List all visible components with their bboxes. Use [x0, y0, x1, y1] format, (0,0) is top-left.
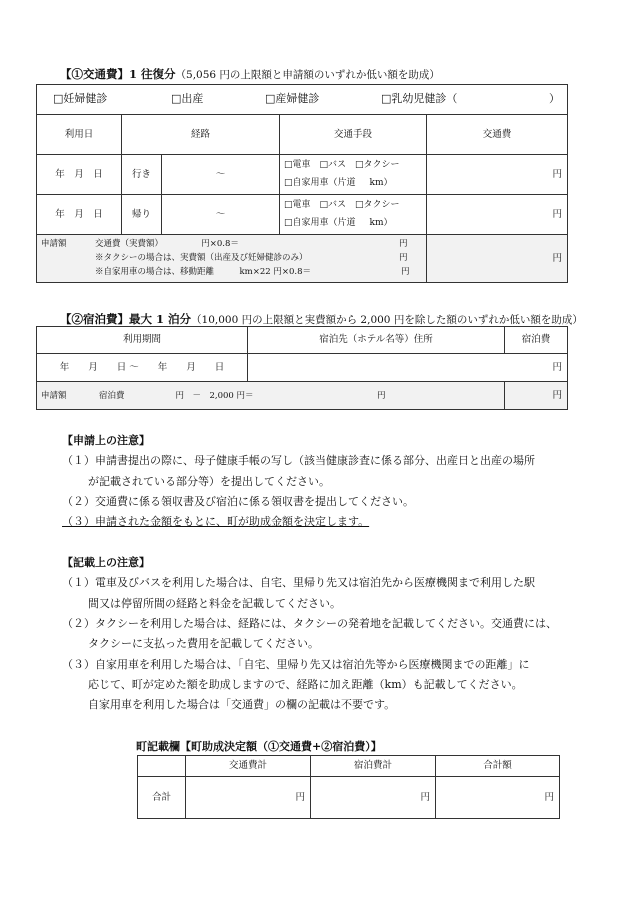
checkbox-infant-close: ） — [549, 92, 560, 105]
outbound-fare[interactable]: 円 — [427, 155, 568, 195]
application-notes — [62, 431, 582, 533]
col-lodging-address: 宿泊先（ホテル名等）住所 — [248, 327, 505, 354]
transport-heading: 【①交通費】1 往復分（5,056 円の上限額と申請額のいずれか低い額を助成） — [60, 67, 440, 81]
lodging-cost[interactable]: 円 — [248, 354, 568, 382]
outbound-date[interactable]: 年 月 日 — [37, 155, 122, 195]
checkbox-birth[interactable]: □出産 — [171, 92, 204, 105]
claim-line-taxi-yen: 円 — [399, 253, 408, 263]
application-note-2: （２）交通費に係る領収書及び宿泊に係る領収書を提出してください。 — [62, 495, 414, 509]
town-row-label: 合計 — [138, 777, 186, 819]
application-notes-title: 【申請上の注意】 — [62, 434, 150, 447]
return-route[interactable]: ～ — [162, 195, 280, 235]
lodging-claim-formula: 宿泊費 円 － 2,000 円＝ — [99, 391, 254, 401]
return-fare[interactable]: 円 — [427, 195, 568, 235]
entry-note-1: （１）電車及びバスを利用した場合は、自宅、里帰り先又は宿泊先から医療機関まで利用した駅 間又は停留所間の経路と料金を記載してください。 — [62, 576, 535, 610]
claim-line-actual: 交通費（実費額） 円×0.8＝ — [95, 239, 239, 249]
return-date[interactable]: 年 月 日 — [37, 195, 122, 235]
entry-note-2: （２）タクシーを利用した場合は、経路には、タクシーの発着地を記載してください。交通費には、 タクシーに支払った費用を記載してください。 — [62, 617, 557, 651]
outbound-label: 行き — [122, 155, 162, 195]
claim-line-car-yen: 円 — [401, 267, 410, 277]
return-mode[interactable]: □電車 □バス □タクシー □自家用車（片道 km） — [280, 195, 427, 235]
checkbox-infant[interactable]: □乳幼児健診（ — [381, 92, 458, 105]
return-label: 帰り — [122, 195, 162, 235]
application-note-1: （１）申請書提出の際に、母子健康手帳の写し（該当健康診査に係る部分、出産日と出産の場所 が記載されている部分等）を提出してください。 — [62, 454, 535, 488]
application-note-3: （３）申請された金額をもとに、町が助成金額を決定します。 — [62, 515, 370, 529]
transport-claim-total[interactable]: 円 — [427, 235, 568, 283]
claim-line-car: ※自家用車の場合は、移動距離 km×22 円×0.8＝ — [95, 267, 311, 277]
entry-notes — [62, 553, 582, 716]
transport-claim-label: 申請額 — [41, 239, 67, 249]
col-lodging-total: 宿泊費計 — [311, 756, 436, 777]
outbound-mode[interactable]: □電車 □バス □タクシー □自家用車（片道 km） — [280, 155, 427, 195]
outbound-route[interactable]: ～ — [162, 155, 280, 195]
lodging-claim-total[interactable]: 円 — [505, 382, 568, 410]
transport-table — [36, 84, 568, 283]
col-lodging-cost: 宿泊費 — [505, 327, 568, 354]
town-table — [137, 755, 560, 819]
col-period: 利用期間 — [37, 327, 248, 354]
checkbox-prenatal[interactable]: □妊婦健診 — [53, 92, 108, 105]
checkbox-postpartum[interactable]: □産婦健診 — [265, 92, 320, 105]
town-grand-total[interactable]: 円 — [436, 777, 560, 819]
town-corner — [138, 756, 186, 777]
town-lodging-total[interactable]: 円 — [311, 777, 436, 819]
town-transport-total[interactable]: 円 — [186, 777, 311, 819]
lodging-heading: 【②宿泊費】最大 1 泊分（10,000 円の上限額と実費額から 2,000 円を除した額のいずれか低い額を助成） — [60, 312, 583, 326]
col-grand-total: 合計額 — [436, 756, 560, 777]
lodging-claim-label: 申請額 — [41, 391, 67, 401]
transport-claim-cell — [37, 235, 427, 283]
lodging-table — [36, 326, 568, 410]
lodging-claim-cell — [37, 382, 505, 410]
entry-notes-title: 【記載上の注意】 — [62, 556, 150, 569]
claim-line-taxi: ※タクシーの場合は、実費額（出産及び妊婦健診のみ） — [95, 253, 308, 263]
claim-line-actual-yen: 円 — [399, 239, 408, 249]
col-date: 利用日 — [37, 115, 122, 155]
checkup-type-row — [37, 85, 568, 115]
stay-period[interactable]: 年 月 日 ～ 年 月 日 — [37, 354, 248, 382]
col-route: 経路 — [122, 115, 280, 155]
entry-note-3: （３）自家用車を利用した場合は、「自宅、里帰り先又は宿泊先等から医療機関までの距離」に 応じて、町が定めた額を助成しますので、経路に加え距離（km）も記載してください。 自家用車を利用した場合は「交通費」の欄の記載は不要です。 — [62, 657, 530, 712]
col-mode: 交通手段 — [280, 115, 427, 155]
col-transport-total: 交通費計 — [186, 756, 311, 777]
town-heading: 町記載欄【町助成決定額（①交通費+②宿泊費）】 — [136, 740, 382, 753]
col-fare: 交通費 — [427, 115, 568, 155]
lodging-claim-yen-mid: 円 — [377, 391, 386, 401]
